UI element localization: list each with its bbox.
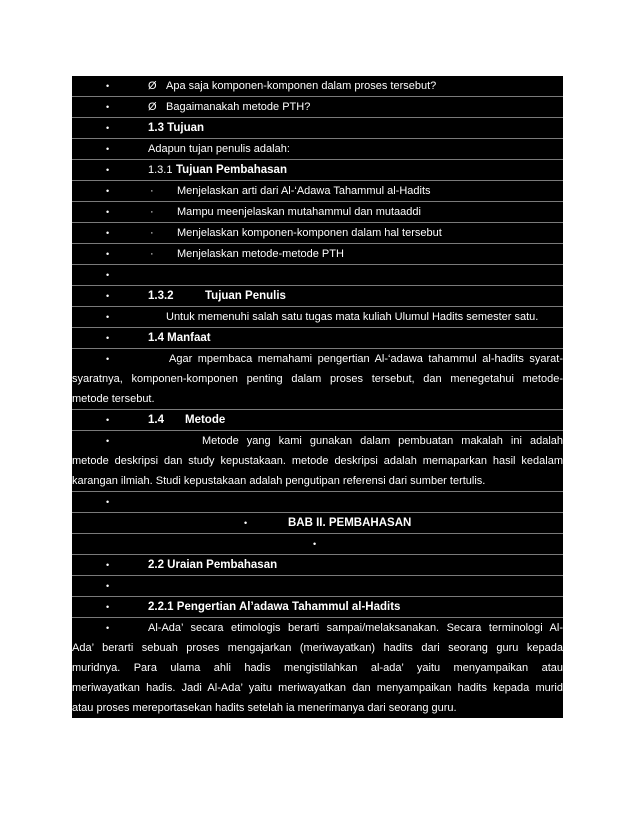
list-item — [72, 264, 563, 285]
bullet-icon: • — [106, 312, 110, 322]
bullet-icon: • — [106, 123, 110, 133]
bullet-icon: • — [106, 270, 110, 280]
bullet-icon: • — [106, 333, 110, 343]
paragraph-line: metode tersebut. — [72, 393, 155, 405]
dot-mark: · — [150, 206, 154, 218]
list-item — [72, 285, 563, 306]
bullet-icon: • — [106, 249, 110, 259]
item-text: Mampu meenjelaskan mutahammul dan mutaaddi — [177, 206, 421, 218]
item-text: Menjelaskan arti dari Al-‘Adawa Tahammul al-Hadits — [177, 185, 431, 197]
paragraph-line: atau proses mereportasekan hadits setelah ia menerimanya dari seorang guru. — [72, 702, 457, 714]
bullet-icon: • — [106, 560, 110, 570]
item-text: Menjelaskan komponen-komponen dalam hal tersebut — [177, 227, 442, 239]
section-number: 1.3.2 — [148, 290, 174, 302]
list-item — [72, 117, 563, 138]
paragraph-line: Ada’ berarti sebuah proses mengajarkan (meriwayatkan) hadits dari seorang guru kepada — [72, 642, 563, 654]
list-item — [72, 491, 563, 512]
section-heading: 1.3 Tujuan — [148, 122, 205, 134]
section-heading: 2.2.1 Pengertian Al’adawa Tahammul al-Hadits — [148, 601, 401, 613]
document-body — [72, 76, 563, 718]
section-number: 1.4 — [148, 414, 164, 426]
paragraph-line: muridnya. Para ulama ahli hadis mengistilahkan al-ada’ yaitu menyampaikan atau — [72, 662, 563, 674]
item-text: Apa saja komponen-komponen dalam proses tersebut? — [166, 80, 437, 92]
paragraph-line: Metode yang kami gunakan dalam pembuatan makalah ini adalah — [202, 435, 563, 447]
list-item — [72, 76, 563, 96]
list-item — [72, 533, 563, 554]
arrow-mark: Ø — [148, 101, 157, 113]
list-item — [72, 596, 563, 617]
arrow-mark: Ø — [148, 80, 157, 92]
list-item — [72, 554, 563, 575]
bullet-icon: • — [106, 291, 110, 301]
dot-mark: · — [150, 185, 154, 197]
paragraph — [72, 617, 563, 718]
paragraph — [72, 430, 563, 491]
list-item — [72, 409, 563, 430]
section-heading: Metode — [185, 414, 226, 426]
bullet-icon: • — [106, 581, 110, 591]
dot-mark: · — [150, 248, 154, 260]
section-number: 1.3.1 — [148, 164, 173, 176]
section-heading: 2.2 Uraian Pembahasan — [148, 559, 278, 571]
list-item — [72, 306, 563, 327]
list-item — [72, 327, 563, 348]
bullet-icon: • — [244, 518, 248, 528]
list-item — [72, 201, 563, 222]
item-text: Bagaimanakah metode PTH? — [166, 101, 311, 113]
list-item — [72, 180, 563, 201]
list-item — [72, 575, 563, 596]
bullet-icon: • — [106, 623, 110, 633]
item-text: Untuk memenuhi salah satu tugas mata kuliah Ulumul Hadits semester satu. — [166, 311, 539, 323]
list-item — [72, 96, 563, 117]
bullet-icon: • — [106, 354, 110, 364]
bullet-icon: • — [106, 165, 110, 175]
paragraph-line: Agar mpembaca memahami pengertian Al-‘adawa tahammul al-hadits syarat- — [169, 353, 563, 365]
list-item — [72, 222, 563, 243]
paragraph-line: Al-Ada’ secara etimologis berarti sampai/melaksanakan. Secara terminologi Al- — [148, 622, 563, 634]
list-item — [72, 512, 563, 533]
list-item — [72, 138, 563, 159]
bullet-icon: • — [106, 102, 110, 112]
paragraph — [72, 348, 563, 409]
paragraph-line: metode deskripsi dan study kepustakaan. metode deskripsi adalah memaparkan hasil kedalam — [72, 455, 563, 467]
bullet-icon: • — [106, 186, 110, 196]
bullet-icon: • — [313, 539, 317, 549]
list-item — [72, 243, 563, 264]
bullet-icon: • — [106, 228, 110, 238]
item-text: Adapun tujan penulis adalah: — [148, 143, 290, 155]
paragraph-line: syaratnya, komponen-komponen penting dalam proses tersebut, dan menegetahui metode- — [72, 373, 563, 385]
bullet-icon: • — [106, 436, 110, 446]
section-heading: Tujuan Penulis — [205, 290, 286, 302]
bullet-icon: • — [106, 81, 110, 91]
section-heading: 1.4 Manfaat — [148, 332, 211, 344]
bullet-icon: • — [106, 602, 110, 612]
bullet-icon: • — [106, 415, 110, 425]
section-heading: Tujuan Pembahasan — [176, 164, 287, 176]
bullet-icon: • — [106, 207, 110, 217]
dot-mark: · — [150, 227, 154, 239]
item-text: Menjelaskan metode-metode PTH — [177, 248, 344, 260]
chapter-heading: BAB II. PEMBAHASAN — [288, 517, 412, 529]
paragraph-line: karangan ilmiah. Studi kepustakaan adalah pengutipan referensi dari sumber tertulis. — [72, 475, 486, 487]
bullet-icon: • — [106, 144, 110, 154]
list-item — [72, 159, 563, 180]
paragraph-line: meriwayatkan hadis. Jadi Al-Ada’ yaitu meriwayatkan dan menyampaikan hadits kepada murid — [72, 682, 563, 694]
bullet-icon: • — [106, 497, 110, 507]
